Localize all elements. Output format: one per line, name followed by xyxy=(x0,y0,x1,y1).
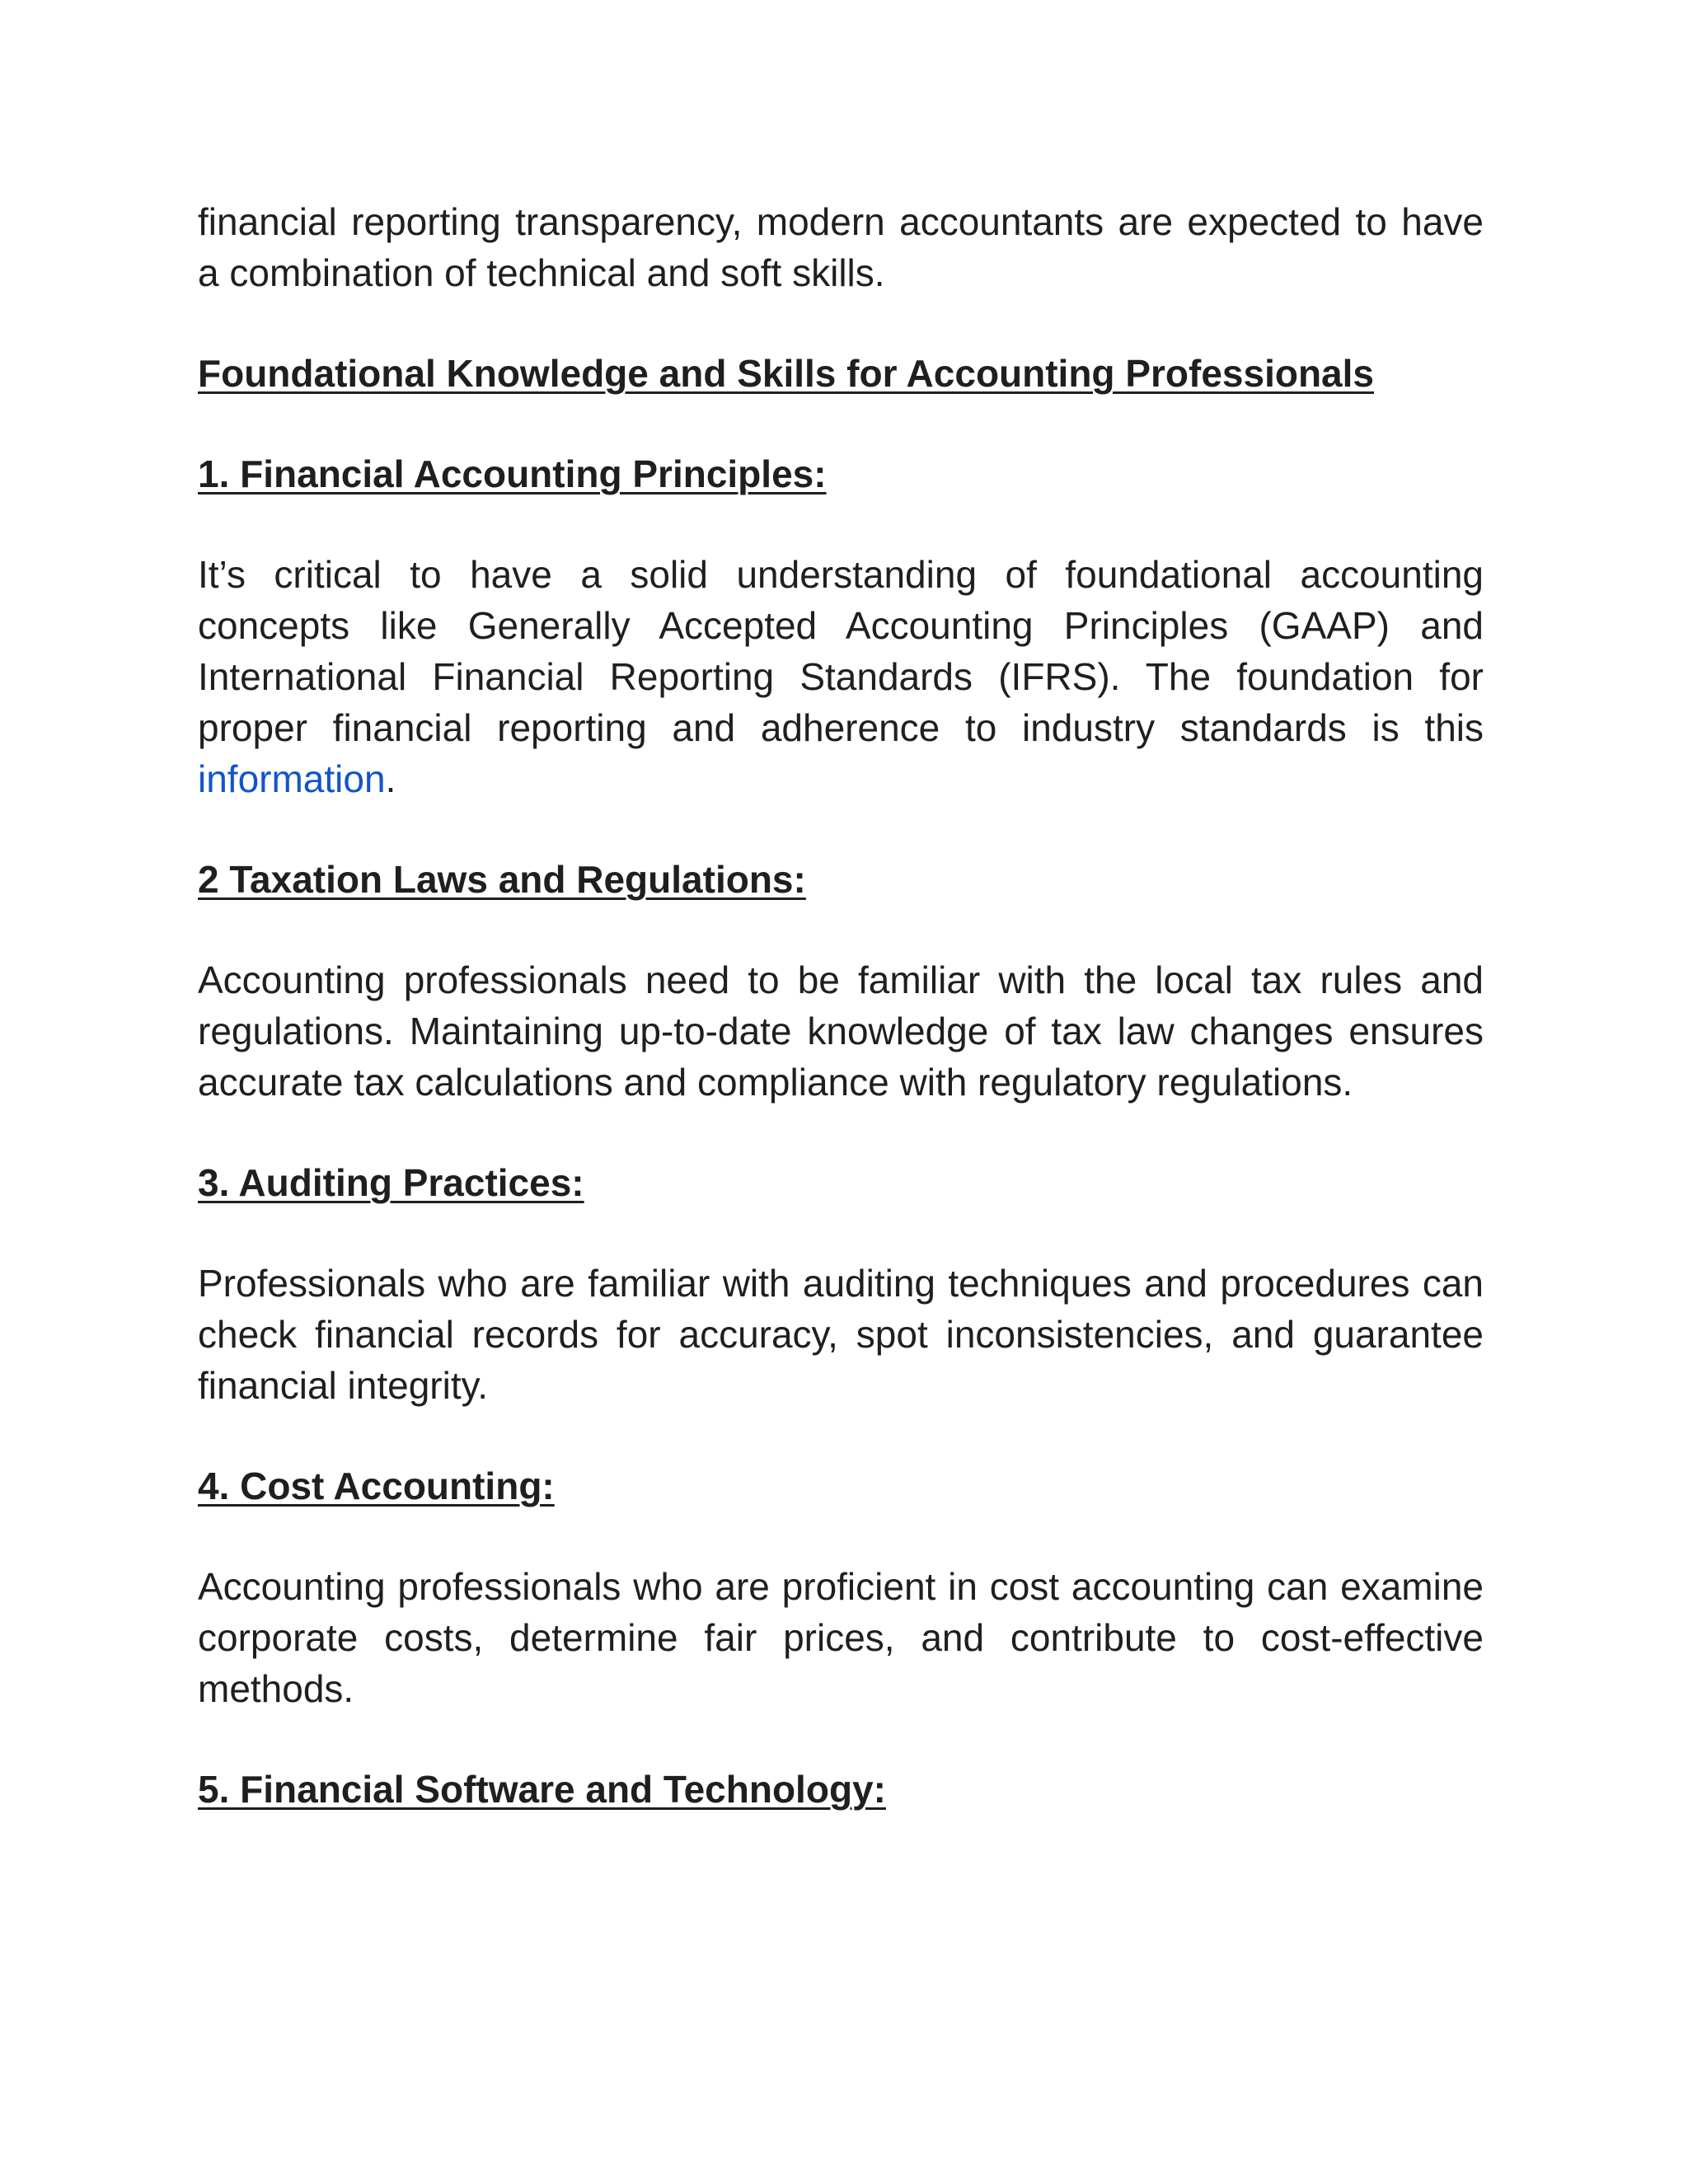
intro-paragraph: financial reporting transparency, modern accountants are expected to have a combination of technical and soft skills. xyxy=(198,200,1484,294)
section-body-period: . xyxy=(385,757,396,800)
section-body-auditing: Professionals who are familiar with auditing techniques and procedures can check financial records for accuracy, spot inconsistencies, and guarantee financial integrity. xyxy=(198,1262,1484,1407)
section-body-text: It’s critical to have a solid understanding of foundational accounting concepts like Generally Accepted Accounting Principles (GAAP) and International Financial Reporting Standards (IFRS). The foundation for proper financial reporting and adherence to industry standards is this xyxy=(198,553,1484,749)
section-heading-taxation: 2 Taxation Laws and Regulations: xyxy=(198,858,806,901)
document-page xyxy=(198,196,1484,1815)
section-body-cost-accounting: Accounting professionals who are proficient in cost accounting can examine corporate costs, determine fair prices, and contribute to cost-effective methods. xyxy=(198,1565,1484,1710)
section-heading-financial-accounting: 1. Financial Accounting Principles: xyxy=(198,452,827,495)
section-heading-financial-software: 5. Financial Software and Technology: xyxy=(198,1768,886,1811)
section-body-taxation: Accounting professionals need to be familiar with the local tax rules and regulations. Maintaining up-to-date knowledge of tax law changes ensures accurate tax calculations and compliance with regulatory regulations. xyxy=(198,958,1484,1104)
section-heading-cost-accounting: 4. Cost Accounting: xyxy=(198,1465,555,1507)
section-heading-auditing: 3. Auditing Practices: xyxy=(198,1161,584,1204)
information-link[interactable]: information xyxy=(198,757,386,800)
main-heading: Foundational Knowledge and Skills for Accounting Professionals xyxy=(198,352,1374,395)
section-body-financial-accounting xyxy=(198,549,1484,804)
